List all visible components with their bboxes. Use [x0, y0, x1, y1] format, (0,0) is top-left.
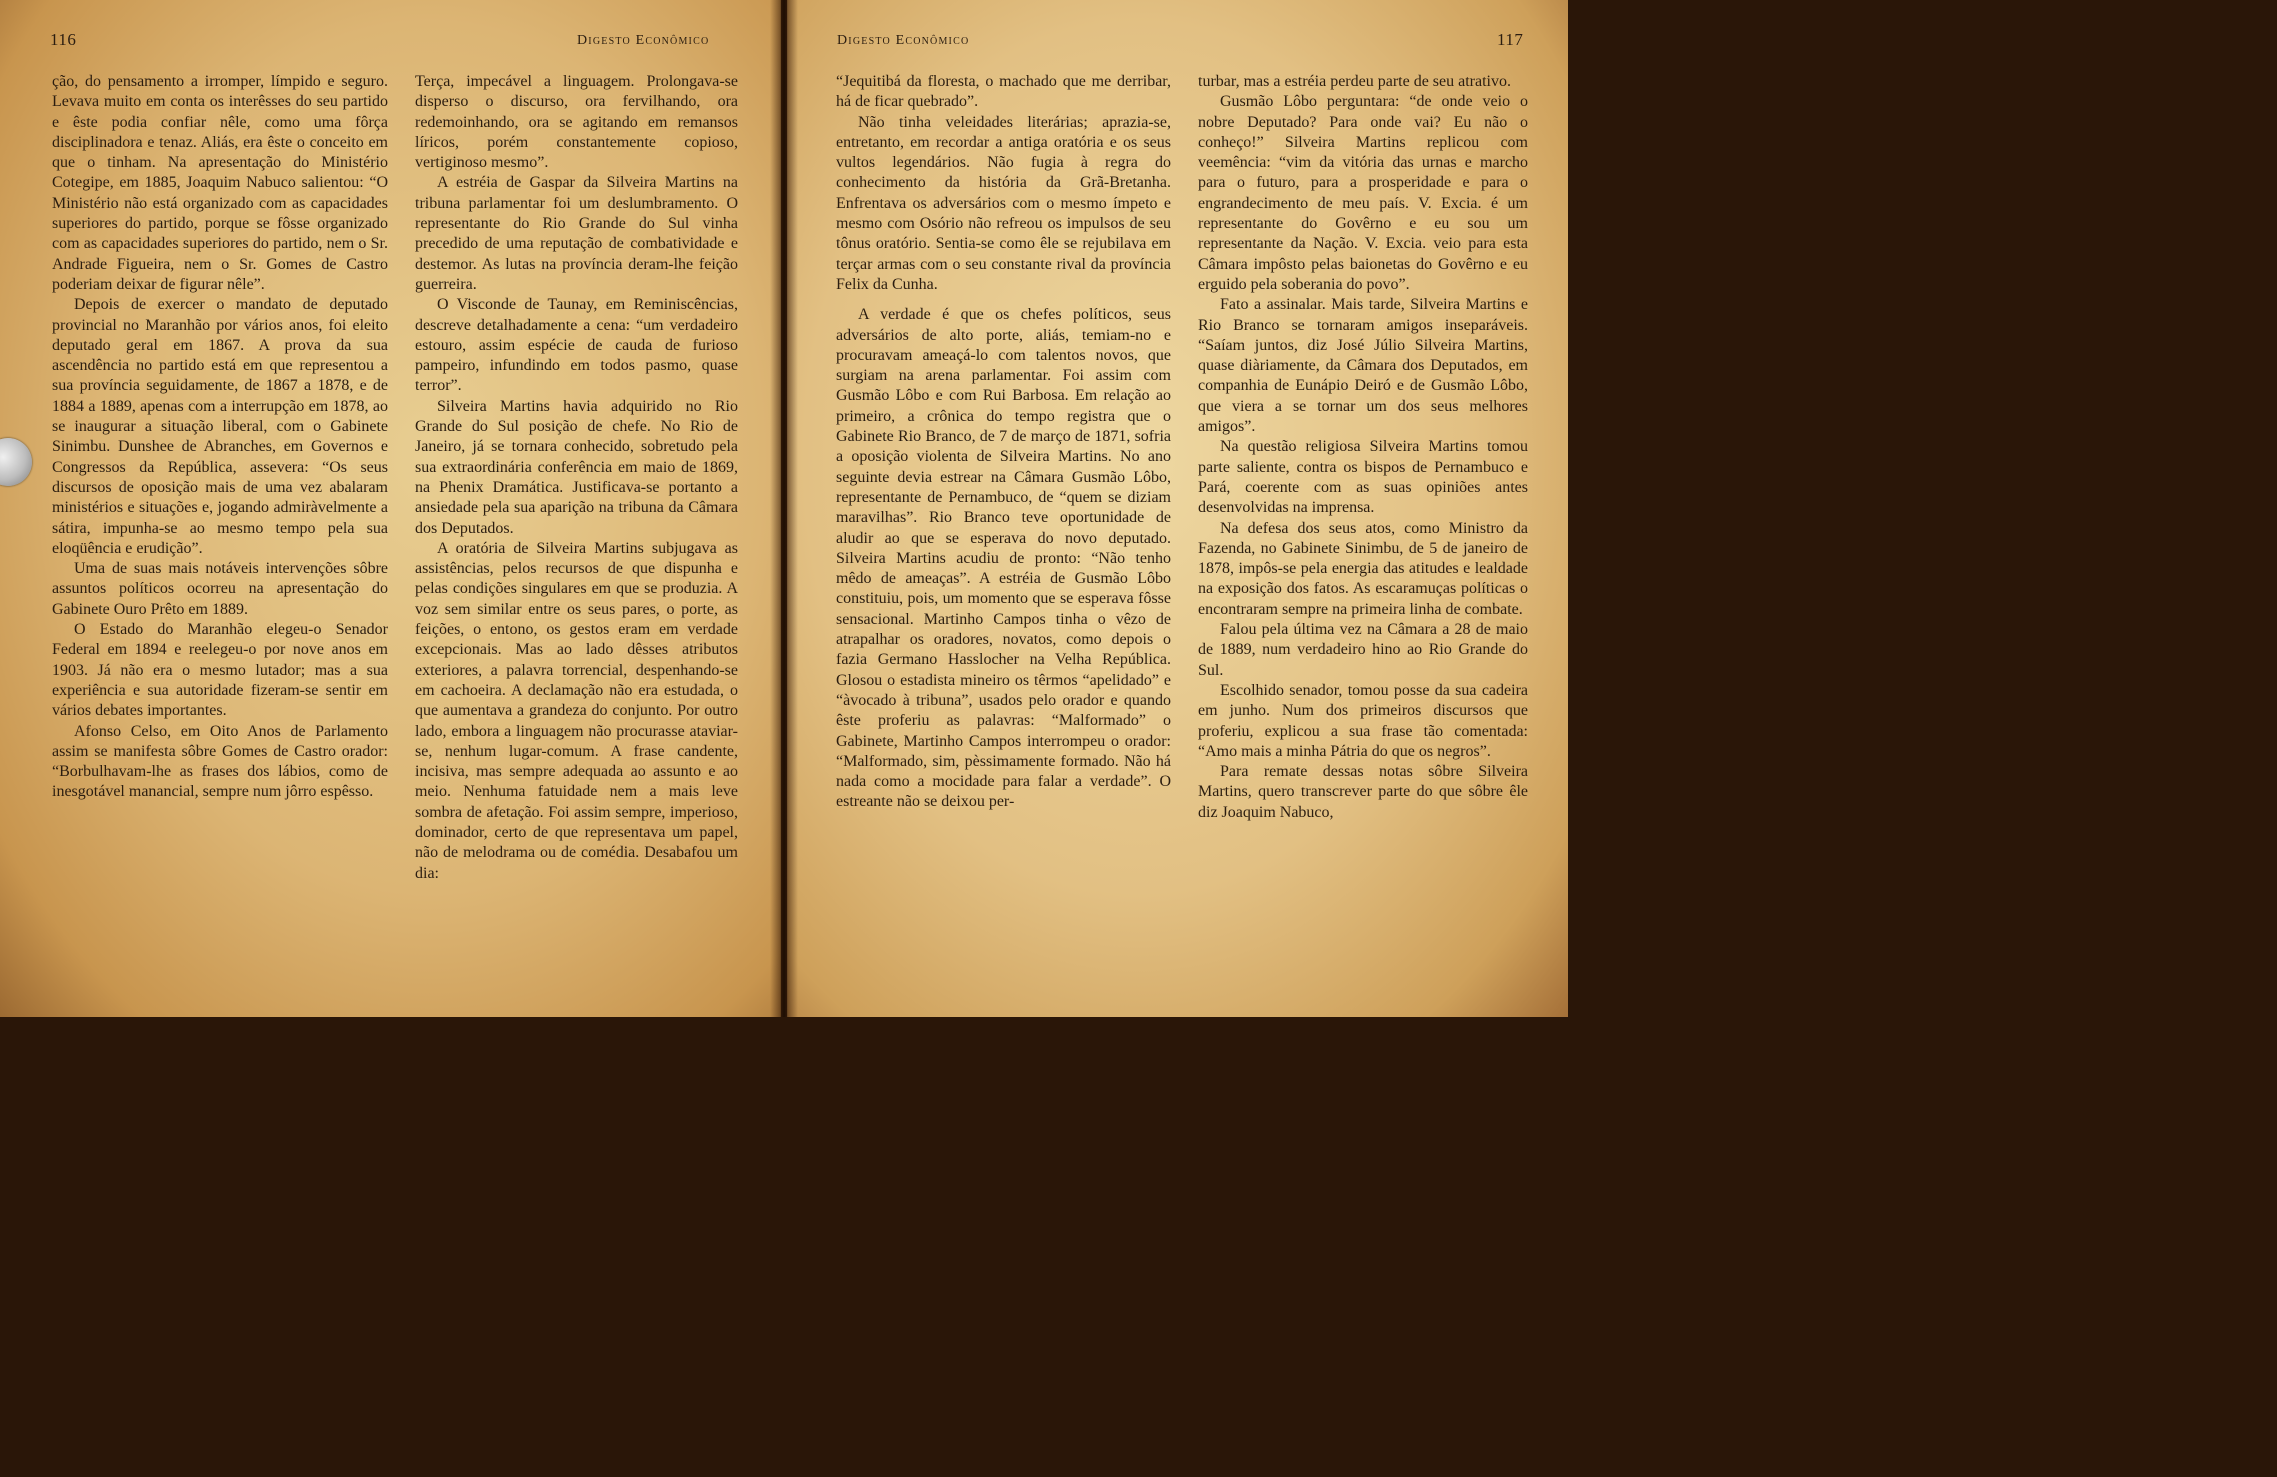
paragraph: Escolhido senador, tomou posse da sua cadeira em junho. Num dos primeiros discursos que proferiu, explicou a sua frase tão comentada: “Amo mais a minha Pátria do que os negros”. [1198, 681, 1528, 760]
paragraph: Na defesa dos seus atos, como Ministro da Fazenda, no Gabinete Sinimbu, de 5 de janeiro de 1878, impôs-se pela energia das atitudes e lealdade na exposição dos fatos. As escaramuças políticas o encontraram sempre na primeira linha de combate. [1198, 519, 1528, 618]
paragraph: A estréia de Gaspar da Silveira Martins na tribuna parlamentar foi um deslumbramento. O representante do Rio Grande do Sul vinha precedido de uma reputação de combatividade e destemor. As lutas na província deram-lhe feição guerreira. [415, 174, 738, 293]
book-gutter [770, 0, 798, 1017]
left-column-2 [415, 72, 738, 884]
paragraph: Depois de exercer o mandato de deputado provincial no Maranhão por vários anos, foi eleito deputado geral em 1867. A prova da sua ascendência no partido está em que representou a sua província seguidamente, de 1867 a 1878, e de 1884 a 1889, apenas com a interrupção em 1878, ao se inaugurar a situação liberal, com o Gabinete Sinimbu. Dunshee de Abranches, em Governos e Congressos da República, assevera: “Os seus discursos de oposição mais de uma vez abalaram ministérios e situações e, jogando admiràvelmente a sátira, impunha-se ao mesmo tempo pela sua eloqüência e erudição”. [52, 296, 388, 557]
paragraph: Não tinha veleidades literárias; aprazia-se, entretanto, em recordar a antiga oratória e os seus vultos legendários. Não fugia à regra do conhecimento da história da Grã-Bretanha. Enfrentava os adversários com o mesmo ímpeto e mesmo com Osório não refreou os impulsos de seu tônus oratório. Sentia-se como êle se rejubilava em terçar armas com o seu constante rival da província Felix da Cunha. [836, 113, 1171, 293]
paragraph: ção, do pensamento a irromper, límpido e seguro. Levava muito em conta os interêsses do seu partido e êste podia confiar nêle, como uma fôrça disciplinadora e tenaz. Aliás, era êste o conceito em que o tinham. Na apresentação do Ministério Cotegipe, em 1885, Joaquim Nabuco salientou: “O Ministério não está organizado com as capacidades superiores do partido, porque se fôsse organizado com as capacidades superiores do partido, nem o Sr. Andrade Figueira, nem o Sr. Gomes de Castro poderiam deixar de figurar nêle”. [52, 73, 388, 293]
paragraph: Silveira Martins havia adquirido no Rio Grande do Sul posição de chefe. No Rio de Janeiro, já se tornara conhecido, sobretudo pela sua extraordinária conferência em maio de 1869, na Phenix Dramática. Justificava-se portanto a ansiedade pela sua aparição na tribuna da Câmara dos Deputados. [415, 397, 738, 537]
paragraph: A oratória de Silveira Martins subjugava as assistências, pelos recursos de que dispunha e pelas condições singulares em que se produzia. A voz sem similar entre os seus pares, o porte, as feições, o entono, os gestos eram em verdade excepcionais. Mas ao lado dêsses atributos exteriores, a palavra torrencial, despenhando-se em cachoeira. A declamação não era estudada, o que aumentava a grandeza do conjunto. Por outro lado, embora a linguagem não procurasse ataviar-se, nenhum lugar-comum. A frase candente, incisiva, mas sempre adequada ao assunto e ao meio. Nenhuma fatuidade nem a mais leve sombra de afetação. Foi assim sempre, imperioso, dominador, certo de que representava um papel, não de melodrama ou de comédia. Desabafou um dia: [415, 539, 738, 882]
paragraph: “Jequitibá da floresta, o machado que me derribar, há de ficar quebrado”. [836, 73, 1171, 111]
paragraph: Fato a assinalar. Mais tarde, Silveira Martins e Rio Branco se tornaram amigos inseparáveis. “Saíam juntos, diz José Júlio Silveira Martins, quase diàriamente, da Câmara dos Deputados, em companhia de Eunápio Deiró e de Gusmão Lôbo, que viera a se tornar um dos seus melhores amigos”. [1198, 296, 1528, 436]
page-number-right: 117 [1497, 30, 1524, 49]
paragraph: Uma de suas mais notáveis intervenções sôbre assuntos políticos ocorreu na apresentação do Gabinete Ouro Prêto em 1889. [52, 560, 388, 618]
right-column-1 [836, 72, 1171, 813]
paragraph: Falou pela última vez na Câmara a 28 de maio de 1889, num verdadeiro hino ao Rio Grande do Sul. [1198, 621, 1528, 679]
paragraph: Para remate dessas notas sôbre Silveira Martins, quero transcrever parte do que sôbre êle diz Joaquim Nabuco, [1198, 763, 1528, 821]
left-column-1 [52, 72, 388, 803]
right-column-2 [1198, 72, 1528, 823]
running-head-right: Digesto Econômico [837, 33, 970, 48]
page-number-left: 116 [50, 30, 77, 49]
book-spread [0, 0, 1568, 1017]
coin-object [0, 438, 32, 486]
paragraph: Na questão religiosa Silveira Martins tomou parte saliente, contra os bispos de Pernambuco e Pará, coerente com as suas opiniões antes desenvolvidas na imprensa. [1198, 438, 1528, 517]
paragraph: Afonso Celso, em Oito Anos de Parlamento assim se manifesta sôbre Gomes de Castro orador: “Borbulhavam-lhe as frases dos lábios, como de inesgotável manancial, sempre num jôrro espêsso. [52, 722, 388, 801]
paragraph: Gusmão Lôbo perguntara: “de onde veio o nobre Deputado? Para onde vai? Eu não o conheço!” Silveira Martins replicou com veemência: “vim da vitória das urnas e marcho para o futuro, para a prosperidade e para o engrandecimento de meu país. V. Excia. é um representante do Govêrno e eu sou um representante da Nação. V. Excia. veio para esta Câmara impôsto pelas baionetas do Govêrno e eu erguido pela soberania do povo”. [1198, 93, 1528, 293]
right-page [787, 0, 1568, 1017]
running-head-left: Digesto Econômico [577, 33, 710, 48]
paragraph: A verdade é que os chefes políticos, seus adversários de alto porte, aliás, temiam-no e procuravam ameaçá-lo com talentos novos, que surgiam na arena parlamentar. Foi assim com Gusmão Lôbo e com Rui Barbosa. Em relação ao primeiro, a crônica do tempo registra que o Gabinete Rio Branco, de 7 de março de 1871, sofria a oposição violenta de Silveira Martins. No ano seguinte devia estrear na Câmara Gusmão Lôbo, representante de Pernambuco, de “quem se diziam maravilhas”. Rio Branco teve oportunidade de aludir ao que se esperava do novo deputado. Silveira Martins acudiu de pronto: “Não tenho mêdo de ameaças”. A estréia de Gusmão Lôbo constituiu, pois, um momento que se esperava fôsse sensacional. Martinho Campos tinha o vêzo de atrapalhar os oradores, novatos, como depois o fazia Germano Hasslocher na Velha República. Glosou o estadista mineiro os têrmos “apelidado” e “àvocado à tribuna”, usados pelo orador e quando êste proferiu as palavras: “Malformado” o Gabinete, Martinho Campos interrompeu o orador: “Malformado, sim, pèssimamente formado. Não há nada como a mocidade para falar a verdade”. O estreante não se deixou per- [836, 306, 1171, 811]
paragraph: Terça, impecável a linguagem. Prolongava-se disperso o discurso, ora fervilhando, ora redemoinhando, ora se agitando em remansos líricos, porém constantemente copioso, vertiginoso mesmo”. [415, 73, 738, 172]
left-page [0, 0, 781, 1017]
paragraph: turbar, mas a estréia perdeu parte de seu atrativo. [1198, 73, 1511, 90]
paragraph: O Estado do Maranhão elegeu-o Senador Federal em 1894 e reelegeu-o por nove anos em 1903. Já não era o mesmo lutador; mas a sua experiência e sua autoridade fizeram-se sentir em vários debates importantes. [52, 621, 388, 720]
paragraph: O Visconde de Taunay, em Reminiscências, descreve detalhadamente a cena: “um verdadeiro estouro, assim espécie de cauda de furioso pampeiro, infundindo em todos pasmo, quase terror”. [415, 296, 738, 395]
